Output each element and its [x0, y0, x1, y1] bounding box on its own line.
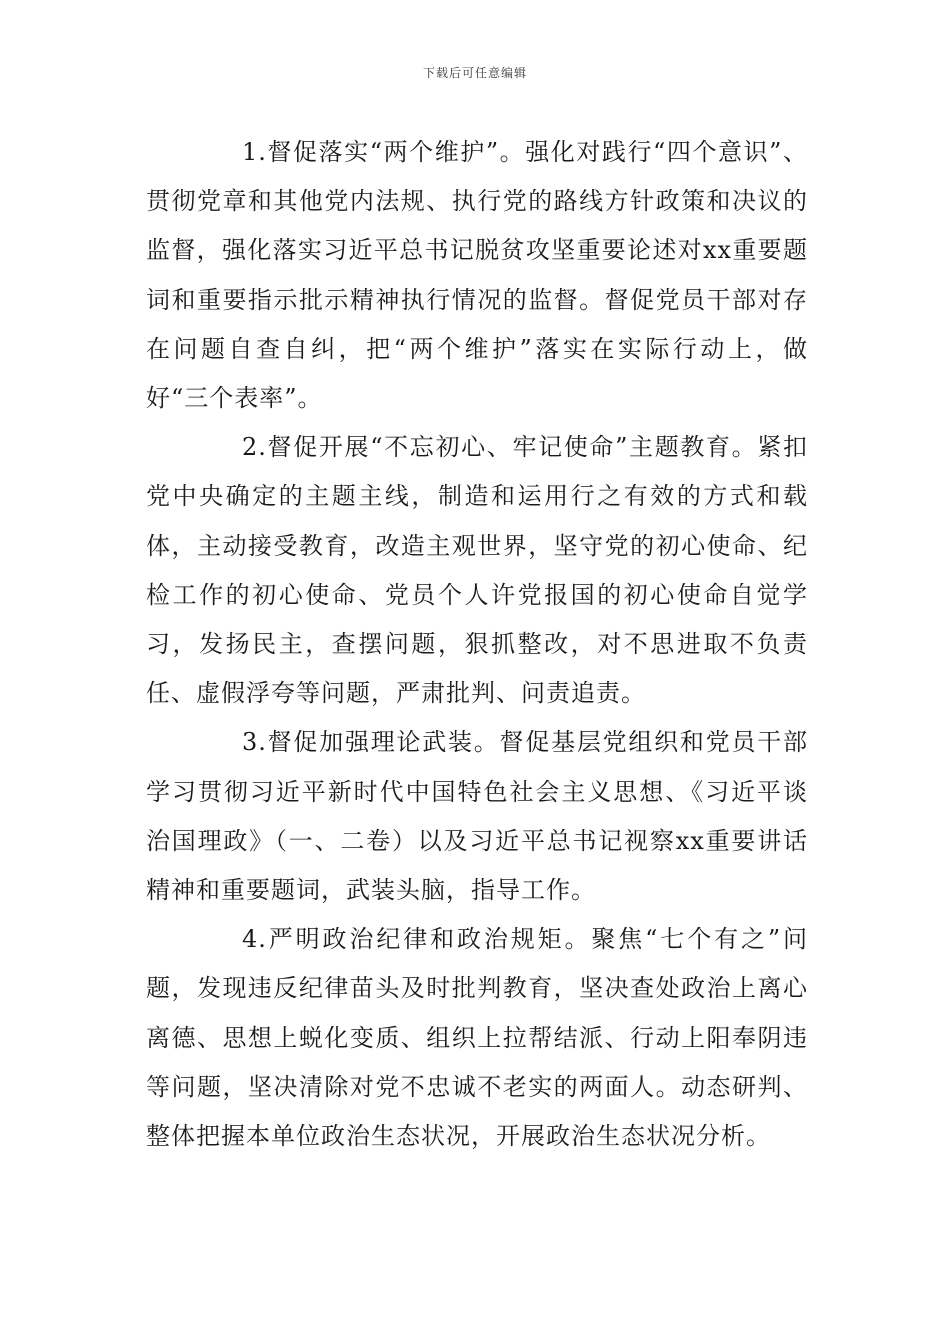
paragraph-4: 4.严明政治纪律和政治规矩。聚焦“七个有之”问题，发现违反纪律苗头及时批判教育，坚决查处政治上离心离德、思想上蜕化变质、组织上拉帮结派、行动上阳奉阴违等问题，坚决清除对党不忠诚不老实的两面人。动态研判、整体把握本单位政治生态状况，开展政治生态状况分析。	[146, 925, 808, 1151]
document-body	[146, 128, 808, 1161]
header-note: 下载后可任意编辑	[422, 66, 527, 80]
paragraph-3: 3.督促加强理论武装。督促基层党组织和党员干部学习贯彻习近平新时代中国特色社会主义思想、《习近平谈治国理政》（一、二卷）以及习近平总书记视察xx重要讲话精神和重要题词，武装头脑，指导工作。	[146, 728, 808, 905]
paragraph-2: 2.督促开展“不忘初心、牢记使命”主题教育。紧扣党中央确定的主题主线，制造和运用行之有效的方式和载体，主动接受教育，改造主观世界，坚守党的初心使命、纪检工作的初心使命、党员个人许党报国的初心使命自觉学习，发扬民主，查摆问题，狠抓整改，对不思进取不负责任、虚假浮夸等问题，严肃批判、问责追责。	[146, 433, 808, 708]
paragraph-1: 1.督促落实“两个维护”。强化对践行“四个意识”、贯彻党章和其他党内法规、执行党的路线方针政策和决议的监督，强化落实习近平总书记脱贫攻坚重要论述对xx重要题词和重要指示批示精神执行情况的监督。督促党员干部对存在问题自查自纠，把“两个维护”落实在实际行动上，做好“三个表率”。	[146, 138, 808, 413]
